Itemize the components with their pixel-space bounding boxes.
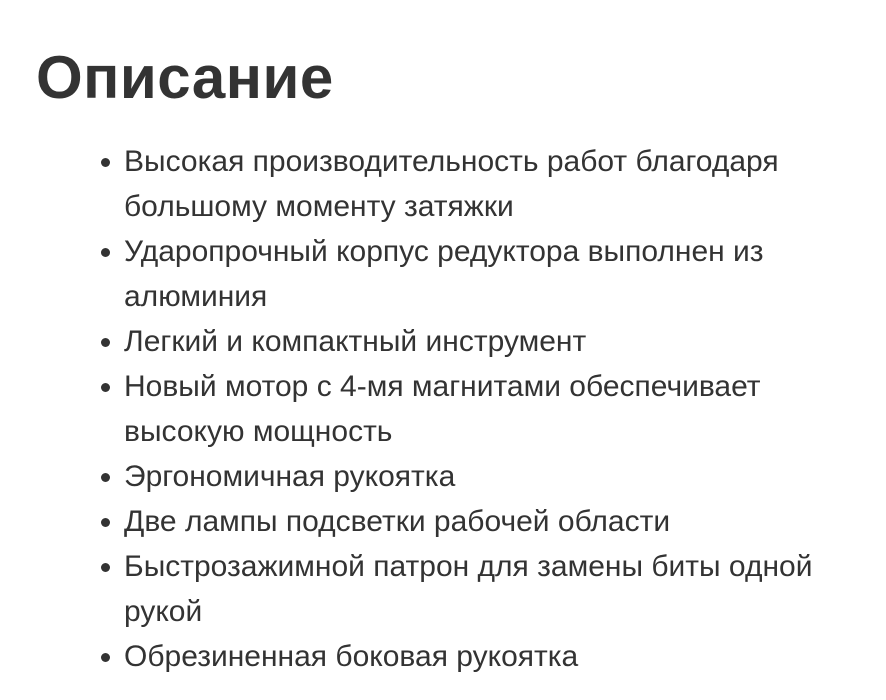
bullet-icon	[101, 518, 110, 527]
bullet-icon	[101, 383, 110, 392]
bullet-icon	[101, 248, 110, 257]
feature-item	[124, 499, 854, 544]
feature-text: Две лампы подсветки рабочей области	[124, 505, 671, 538]
feature-text: Эргономичная рукоятка	[124, 460, 456, 493]
bullet-icon	[101, 338, 110, 347]
feature-text: Легкий и компактный инструмент	[124, 325, 587, 358]
bullet-icon	[101, 473, 110, 482]
feature-item	[124, 229, 854, 319]
feature-text: Ударопрочный корпус редуктора выполнен из алюминия	[124, 235, 764, 313]
feature-text: Высокая производительность работ благодаря большому моменту затяжки	[124, 145, 779, 223]
bullet-icon	[101, 158, 110, 167]
feature-item	[124, 634, 854, 679]
feature-text: Быстрозажимной патрон для замены биты одной рукой	[124, 550, 813, 628]
feature-item	[124, 319, 854, 364]
feature-text: Новый мотор с 4-мя магнитами обеспечивает высокую мощность	[124, 370, 761, 448]
feature-item	[124, 544, 854, 634]
feature-item	[124, 364, 854, 454]
features-list	[124, 139, 854, 679]
bullet-icon	[101, 653, 110, 662]
bullet-icon	[101, 563, 110, 572]
feature-text: Обрезиненная боковая рукоятка	[124, 640, 579, 673]
feature-item	[124, 454, 854, 499]
section-title: Описание	[36, 44, 334, 111]
feature-item	[124, 139, 854, 229]
